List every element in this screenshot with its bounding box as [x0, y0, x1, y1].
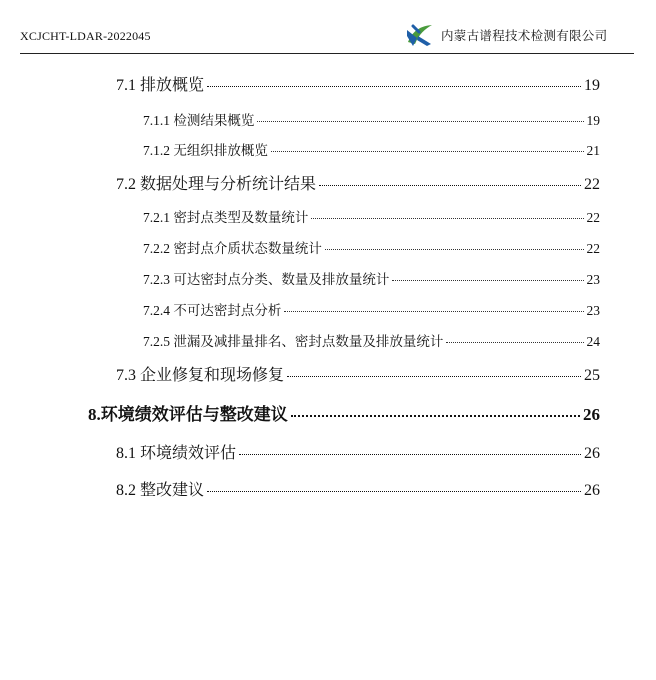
- toc-entry-title: 7.2.4 不可达密封点分析: [143, 303, 282, 318]
- toc-page-number: 24: [586, 334, 600, 349]
- toc-entry-8-2[interactable]: [116, 477, 600, 500]
- dot-leader: [284, 310, 583, 312]
- company-logo-icon: [405, 22, 435, 48]
- dot-leader: [291, 414, 580, 417]
- toc-page-number: 22: [586, 241, 600, 256]
- dot-leader: [325, 248, 584, 250]
- company-brand: [405, 22, 607, 48]
- toc-entry-title: 7.2.3 可达密封点分类、数量及排放量统计: [143, 272, 390, 287]
- toc-entry-8[interactable]: [88, 400, 600, 425]
- dot-leader: [271, 150, 584, 152]
- toc-entry-title: 7.2.2 密封点介质状态数量统计: [143, 241, 322, 256]
- toc-page-number: 23: [586, 272, 600, 287]
- dot-leader: [239, 453, 581, 455]
- dot-leader: [392, 279, 583, 281]
- toc-entry-title: 7.2 数据处理与分析统计结果: [116, 176, 317, 193]
- toc-entry-7-1-2[interactable]: [143, 139, 600, 159]
- company-name: 内蒙古谱程技术检测有限公司: [441, 29, 608, 43]
- toc-page-number: 22: [586, 210, 600, 225]
- toc-entry-title: 8.环境绩效评估与整改建议: [88, 405, 288, 424]
- dot-leader: [207, 85, 581, 87]
- toc-entry-7-2[interactable]: [116, 171, 600, 194]
- dot-leader: [319, 184, 581, 186]
- toc-entry-7-2-5[interactable]: [143, 330, 600, 350]
- dot-leader: [446, 341, 583, 343]
- toc-entry-7-3[interactable]: [116, 362, 600, 385]
- document-code: XCJCHT-LDAR-2022045: [20, 29, 151, 43]
- toc-entry-7-2-2[interactable]: [143, 237, 600, 257]
- dot-leader: [207, 490, 581, 492]
- toc-page-number: 26: [584, 482, 600, 499]
- toc-entry-title: 7.3 企业修复和现场修复: [116, 367, 285, 384]
- header-divider: [20, 53, 634, 54]
- toc-entry-title: 7.2.1 密封点类型及数量统计: [143, 210, 309, 225]
- dot-leader: [287, 375, 581, 377]
- toc-page-number: 26: [583, 405, 600, 424]
- toc-entry-8-1[interactable]: [116, 440, 600, 463]
- toc-page-number: 26: [584, 445, 600, 462]
- toc-entry-title: 7.1 排放概览: [116, 77, 205, 94]
- dot-leader: [311, 217, 583, 219]
- dot-leader: [257, 120, 583, 122]
- page-header: [0, 0, 656, 60]
- toc-entry-7-1-1[interactable]: [143, 109, 600, 129]
- toc-entry-7-1[interactable]: [116, 72, 600, 95]
- toc-entry-title: 8.1 环境绩效评估: [116, 445, 237, 462]
- toc-entry-7-2-3[interactable]: [143, 268, 600, 288]
- toc-entry-7-2-4[interactable]: [143, 299, 600, 319]
- toc-entry-title: 8.2 整改建议: [116, 482, 205, 499]
- toc-page-number: 22: [584, 176, 600, 193]
- toc-page-number: 23: [586, 303, 600, 318]
- toc-page-number: 19: [586, 113, 600, 128]
- toc-entry-title: 7.1.1 检测结果概览: [143, 113, 255, 128]
- toc-entry-7-2-1[interactable]: [143, 206, 600, 226]
- toc-entry-title: 7.2.5 泄漏及减排量排名、密封点数量及排放量统计: [143, 334, 444, 349]
- toc-page-number: 19: [584, 77, 600, 94]
- toc-page-number: 21: [586, 143, 600, 158]
- toc-entry-title: 7.1.2 无组织排放概览: [143, 143, 268, 158]
- toc-page-number: 25: [584, 367, 600, 384]
